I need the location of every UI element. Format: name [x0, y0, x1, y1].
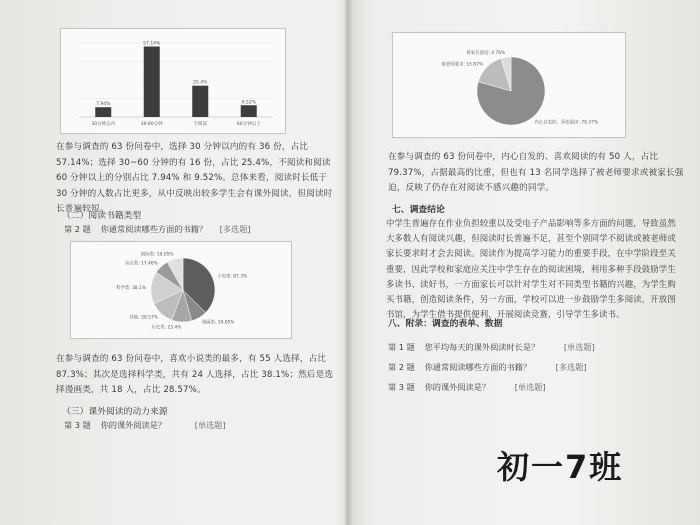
- bar-value-label-1: 57.14%: [143, 41, 161, 47]
- appendix-question-1: [388, 342, 595, 353]
- right-paragraph-1: 在参与调查的 63 份问卷中，内心自发的、喜欢阅读的有 50 人，占比 79.37%，占据最高的比重，但也有 13 名同学选择了被老师要求或被家长强迫，反映了仍存在对阅读不感兴趣的同学。: [388, 152, 684, 193]
- appendix-question-2: [388, 362, 587, 373]
- bar-value-label-0: 7.94%: [96, 102, 111, 108]
- pie-label-4: 科学类: 38.1%: [116, 285, 147, 291]
- question-number: 第 2 题: [64, 224, 91, 234]
- pie-chart-svg: [71, 242, 291, 338]
- left-paragraph-1: 在参与调查的 63 份问卷中，选择 30 分钟以内的有 36 份，占比 57.14%；选择 30~60 分钟的有 16 份，占比 25.4%，不阅读和阅读 60 分钟以上的分别占比 7.94% 和 9.52%。总体来看，阅读时长低于 30 分钟的人数占比更多，从中反映出较多学生会有课外阅读，但阅读时长普遍较短。: [56, 142, 333, 214]
- question-number: 第 3 题: [388, 382, 415, 392]
- bar-category-label-2: 不阅读: [193, 122, 207, 127]
- bar-2: [192, 86, 208, 117]
- section-3-title: （三）课外阅读的动力来源: [62, 407, 168, 417]
- motivation-pie-chart: [392, 32, 626, 138]
- question-type-tag: [单选题]: [563, 342, 595, 352]
- question-text: 你的课外阅读是？: [424, 382, 491, 392]
- pie-label-2: 被家长强迫: 4.76%: [466, 50, 506, 56]
- section-8-title: 八、附录：调查的表单、数据: [388, 319, 503, 329]
- left-question-3: [64, 420, 226, 431]
- appendix-question-3: [388, 382, 546, 393]
- conclusion-paragraph: 中学生普遍存在作业负担较重以及受电子产品影响等多方面的问题，导致虽然大多数人有阅读兴趣，但阅读时长普遍不足，甚至个别同学不阅读或被老师或家长要求时才会去阅读。阅读作为提高学习能力的重要手段，在中学阶段至关重要，因此学校和家庭应关注中学生存在的阅读困境，利用多种手段鼓励学生多读书、读好书，一方面家长可以针对学生对不同类型书籍的兴趣，为学生购买书籍，创造阅读条件，另一方面，学校可以进一步鼓励学生多阅读，开放图书馆，为学生借书提供便利，开展阅读竞赛，引导学生多读书。: [386, 218, 676, 320]
- question-type-tag: [多选题]: [219, 224, 251, 234]
- question-text: 你的课外阅读是？: [100, 420, 167, 430]
- class-label: 初一7班: [497, 448, 624, 486]
- question-number: 第 3 题: [64, 420, 91, 430]
- question-type-tag: [单选题]: [514, 382, 546, 392]
- pie-label-0: 小说类: 87.3%: [217, 274, 248, 280]
- section-7-title: 七、调查结论: [392, 205, 445, 215]
- pie-label-3: 其他: 28.57%: [129, 315, 158, 321]
- bar-category-label-0: 30分钟以内: [91, 122, 116, 127]
- book-type-pie-chart: [70, 241, 292, 339]
- bar-category-label-3: 60分钟以上: [236, 122, 261, 127]
- left-question-2: [64, 224, 251, 235]
- bar-category-label-1: 30-60分钟: [140, 122, 163, 127]
- bar-value-label-2: 25.4%: [193, 80, 208, 86]
- pie-label-5: 杂志类: 17.46%: [125, 261, 158, 267]
- pie-label-6: 国际类: 19.05%: [140, 252, 174, 258]
- pie-chart-svg: [393, 33, 625, 137]
- pie-label-1: 漫画类: 19.05%: [201, 320, 235, 326]
- question-number: 第 1 题: [388, 342, 415, 352]
- question-text: 你通常阅读哪些方面的书籍？: [424, 362, 532, 372]
- question-type-tag: [单选题]: [194, 420, 226, 430]
- section-2-title: （二）阅读书籍类型: [62, 211, 142, 221]
- question-number: 第 2 题: [388, 362, 415, 372]
- question-text: 你通常阅读哪些方面的书籍？: [100, 224, 208, 234]
- bar-1: [144, 47, 160, 117]
- pie-label-2: 历史类: 23.4%: [151, 325, 182, 331]
- question-type-tag: [多选题]: [555, 362, 587, 372]
- pie-label-0: 内心自发的、喜欢阅读: 79.37%: [534, 120, 599, 126]
- bar-value-label-3: 9.52%: [241, 100, 256, 106]
- question-text: 您平均每天的课外阅读时长是？: [424, 342, 540, 352]
- page-gutter: [345, 0, 352, 525]
- left-page: [0, 0, 345, 525]
- bar-chart-svg: [61, 29, 285, 133]
- reading-time-bar-chart: [60, 28, 286, 134]
- bar-0: [95, 107, 111, 117]
- pie-label-1: 被老师要求: 15.87%: [441, 62, 484, 68]
- left-paragraph-2: 在参与调查的 63 份问卷中，喜欢小说类的最多，有 55 人选择，占比 87.3%；其次是选择科学类，共有 24 人选择，占比 38.1%；然后是选择漫画类，共 18 人，占比 28.57%。: [56, 354, 334, 395]
- bar-3: [241, 105, 257, 117]
